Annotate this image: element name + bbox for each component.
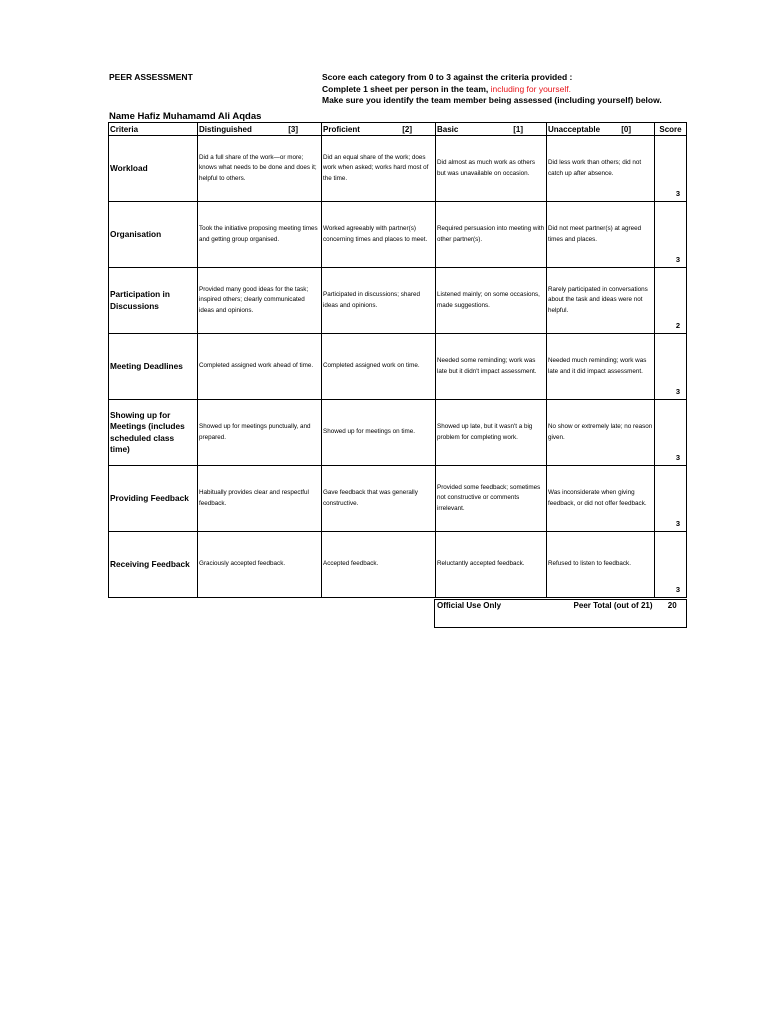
basic-cell: Needed some reminding; work was late but it didn't impact assessment. bbox=[436, 334, 547, 400]
distinguished-cell: Provided many good ideas for the task; inspired others; clearly communicated ideas and opinions. bbox=[198, 268, 322, 334]
column-header-unacceptable-label: Unacceptable bbox=[548, 124, 601, 134]
rubric-row-providing-feedback bbox=[109, 466, 687, 532]
unacceptable-cell: Refused to listen to feedback. bbox=[547, 532, 655, 598]
proficient-cell: Participated in discussions; shared ideas and opinions. bbox=[322, 268, 436, 334]
distinguished-cell: Graciously accepted feedback. bbox=[198, 532, 322, 598]
basic-cell: Did almost as much work as others but was unavailable on occasion. bbox=[436, 136, 547, 202]
criteria-cell: Organisation bbox=[109, 202, 198, 268]
instruction-line-2-text: Complete 1 sheet per person in the team, bbox=[322, 83, 491, 94]
unacceptable-cell: Did not meet partner(s) at agreed times and places. bbox=[547, 202, 655, 268]
rubric-row-participation bbox=[109, 268, 687, 334]
column-header-basic-label: Basic bbox=[437, 124, 459, 134]
score-cell[interactable]: 3 bbox=[655, 202, 687, 268]
rubric-row-receiving-feedback bbox=[109, 532, 687, 598]
proficient-cell: Worked agreeably with partner(s) concerning times and places to meet. bbox=[322, 202, 436, 268]
unacceptable-cell: Rarely participated in conversations about the task and ideas were not helpful. bbox=[547, 268, 655, 334]
basic-cell: Showed up late, but it wasn't a big problem for completing work. bbox=[436, 400, 547, 466]
peer-total-label: Peer Total (out of 21) bbox=[543, 600, 659, 628]
criteria-cell: Showing up for Meetings (includes scheduled class time) bbox=[109, 400, 198, 466]
proficient-cell: Did an equal share of the work; does work when asked; works hard most of the time. bbox=[322, 136, 436, 202]
unacceptable-cell: Needed much reminding; work was late and it did impact assessment. bbox=[547, 334, 655, 400]
instruction-highlight: including for yourself. bbox=[490, 83, 571, 94]
unacceptable-cell: No show or extremely late; no reason given. bbox=[547, 400, 655, 466]
peer-total-value[interactable]: 20 bbox=[659, 600, 687, 628]
distinguished-cell: Did a full share of the work—or more; knows what needs to be done and does it; helpful to others. bbox=[198, 136, 322, 202]
column-header-distinguished-points: [3] bbox=[288, 124, 298, 134]
instruction-line-2 bbox=[322, 84, 662, 96]
peer-total-row bbox=[435, 600, 687, 628]
column-header-unacceptable bbox=[547, 123, 655, 136]
column-header-proficient-points: [2] bbox=[402, 124, 412, 134]
rubric-row-organisation bbox=[109, 202, 687, 268]
rubric-row-workload bbox=[109, 136, 687, 202]
score-cell[interactable]: 3 bbox=[655, 400, 687, 466]
page-title: PEER ASSESSMENT bbox=[109, 72, 193, 82]
rubric-header-row bbox=[109, 123, 687, 136]
proficient-cell: Completed assigned work on time. bbox=[322, 334, 436, 400]
score-cell[interactable]: 3 bbox=[655, 466, 687, 532]
proficient-cell: Gave feedback that was generally constructive. bbox=[322, 466, 436, 532]
proficient-cell: Accepted feedback. bbox=[322, 532, 436, 598]
column-header-proficient-label: Proficient bbox=[323, 124, 360, 134]
rubric-table bbox=[108, 122, 687, 598]
column-header-basic bbox=[436, 123, 547, 136]
assessed-member-name: Name Hafiz Muhamamd Ali Aqdas bbox=[109, 111, 262, 122]
score-cell[interactable]: 2 bbox=[655, 268, 687, 334]
distinguished-cell: Completed assigned work ahead of time. bbox=[198, 334, 322, 400]
score-cell[interactable]: 3 bbox=[655, 532, 687, 598]
score-cell[interactable]: 3 bbox=[655, 136, 687, 202]
distinguished-cell: Habitually provides clear and respectful feedback. bbox=[198, 466, 322, 532]
rubric-row-meeting-deadlines bbox=[109, 334, 687, 400]
score-cell[interactable]: 3 bbox=[655, 334, 687, 400]
column-header-distinguished bbox=[198, 123, 322, 136]
criteria-cell: Workload bbox=[109, 136, 198, 202]
basic-cell: Listened mainly; on some occasions, made suggestions. bbox=[436, 268, 547, 334]
criteria-cell: Providing Feedback bbox=[109, 466, 198, 532]
criteria-cell: Receiving Feedback bbox=[109, 532, 198, 598]
rubric-row-showing-up bbox=[109, 400, 687, 466]
distinguished-cell: Took the initiative proposing meeting times and getting group organised. bbox=[198, 202, 322, 268]
basic-cell: Required persuasion into meeting with other partner(s). bbox=[436, 202, 547, 268]
column-header-distinguished-label: Distinguished bbox=[199, 124, 252, 134]
criteria-cell: Participation in Discussions bbox=[109, 268, 198, 334]
criteria-cell: Meeting Deadlines bbox=[109, 334, 198, 400]
official-use-label: Official Use Only bbox=[435, 600, 543, 628]
unacceptable-cell: Did less work than others; did not catch up after absence. bbox=[547, 136, 655, 202]
official-use-box bbox=[434, 599, 687, 628]
unacceptable-cell: Was inconsiderate when giving feedback, or did not offer feedback. bbox=[547, 466, 655, 532]
column-header-basic-points: [1] bbox=[513, 124, 523, 134]
distinguished-cell: Showed up for meetings punctually, and prepared. bbox=[198, 400, 322, 466]
instruction-line-3: Make sure you identify the team member being assessed (including yourself) below. bbox=[322, 95, 662, 105]
proficient-cell: Showed up for meetings on time. bbox=[322, 400, 436, 466]
column-header-score: Score bbox=[655, 123, 687, 136]
basic-cell: Reluctantly accepted feedback. bbox=[436, 532, 547, 598]
basic-cell: Provided some feedback; sometimes not constructive or comments irrelevant. bbox=[436, 466, 547, 532]
instructions bbox=[322, 72, 662, 107]
column-header-proficient bbox=[322, 123, 436, 136]
instruction-line-1: Score each category from 0 to 3 against the criteria provided : bbox=[322, 72, 573, 82]
column-header-criteria: Criteria bbox=[109, 123, 198, 136]
column-header-unacceptable-points: [0] bbox=[621, 124, 631, 134]
